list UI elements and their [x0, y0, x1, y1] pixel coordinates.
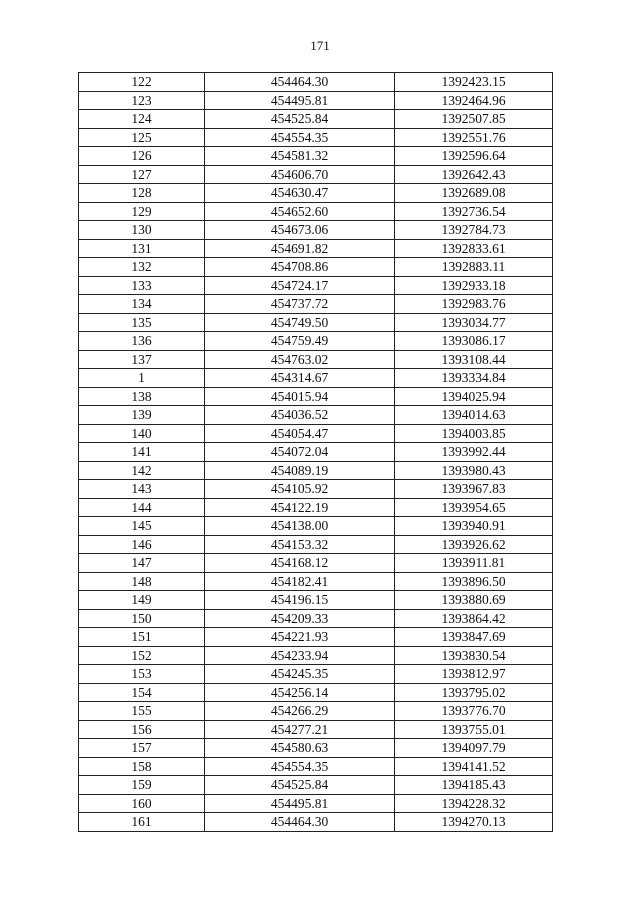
- y-coordinate-cell: 1393847.69: [395, 628, 553, 647]
- table-row: [79, 276, 553, 295]
- table-row: [79, 387, 553, 406]
- y-coordinate-cell: 1393108.44: [395, 350, 553, 369]
- x-coordinate-cell: 454015.94: [205, 387, 395, 406]
- table-row: [79, 628, 553, 647]
- point-number-cell: 148: [79, 572, 205, 591]
- table-row: [79, 110, 553, 129]
- table-row: [79, 73, 553, 92]
- x-coordinate-cell: 454495.81: [205, 91, 395, 110]
- table-row: [79, 184, 553, 203]
- point-number-cell: 134: [79, 295, 205, 314]
- x-coordinate-cell: 454630.47: [205, 184, 395, 203]
- y-coordinate-cell: 1393034.77: [395, 313, 553, 332]
- y-coordinate-cell: 1392464.96: [395, 91, 553, 110]
- table-row: [79, 572, 553, 591]
- coordinates-table-body: [79, 73, 553, 832]
- y-coordinate-cell: 1394228.32: [395, 794, 553, 813]
- point-number-cell: 145: [79, 517, 205, 536]
- point-number-cell: 140: [79, 424, 205, 443]
- x-coordinate-cell: 454256.14: [205, 683, 395, 702]
- y-coordinate-cell: 1392642.43: [395, 165, 553, 184]
- point-number-cell: 146: [79, 535, 205, 554]
- point-number-cell: 123: [79, 91, 205, 110]
- table-row: [79, 776, 553, 795]
- x-coordinate-cell: 454054.47: [205, 424, 395, 443]
- x-coordinate-cell: 454266.29: [205, 702, 395, 721]
- y-coordinate-cell: 1394025.94: [395, 387, 553, 406]
- y-coordinate-cell: 1394185.43: [395, 776, 553, 795]
- y-coordinate-cell: 1392596.64: [395, 147, 553, 166]
- table-row: [79, 535, 553, 554]
- y-coordinate-cell: 1393776.70: [395, 702, 553, 721]
- x-coordinate-cell: 454673.06: [205, 221, 395, 240]
- y-coordinate-cell: 1392507.85: [395, 110, 553, 129]
- point-number-cell: 150: [79, 609, 205, 628]
- y-coordinate-cell: 1393812.97: [395, 665, 553, 684]
- y-coordinate-cell: 1393755.01: [395, 720, 553, 739]
- x-coordinate-cell: 454072.04: [205, 443, 395, 462]
- point-number-cell: 154: [79, 683, 205, 702]
- y-coordinate-cell: 1392983.76: [395, 295, 553, 314]
- table-row: [79, 794, 553, 813]
- coordinates-table: [78, 72, 553, 832]
- x-coordinate-cell: 454182.41: [205, 572, 395, 591]
- x-coordinate-cell: 454036.52: [205, 406, 395, 425]
- x-coordinate-cell: 454652.60: [205, 202, 395, 221]
- point-number-cell: 130: [79, 221, 205, 240]
- point-number-cell: 151: [79, 628, 205, 647]
- table-row: [79, 221, 553, 240]
- y-coordinate-cell: 1394014.63: [395, 406, 553, 425]
- table-row: [79, 702, 553, 721]
- y-coordinate-cell: 1392551.76: [395, 128, 553, 147]
- x-coordinate-cell: 454314.67: [205, 369, 395, 388]
- point-number-cell: 136: [79, 332, 205, 351]
- table-row: [79, 91, 553, 110]
- table-row: [79, 350, 553, 369]
- table-row: [79, 443, 553, 462]
- point-number-cell: 126: [79, 147, 205, 166]
- x-coordinate-cell: 454464.30: [205, 73, 395, 92]
- y-coordinate-cell: 1393880.69: [395, 591, 553, 610]
- table-row: [79, 461, 553, 480]
- point-number-cell: 124: [79, 110, 205, 129]
- y-coordinate-cell: 1393911.81: [395, 554, 553, 573]
- point-number-cell: 141: [79, 443, 205, 462]
- y-coordinate-cell: 1393940.91: [395, 517, 553, 536]
- y-coordinate-cell: 1392736.54: [395, 202, 553, 221]
- table-row: [79, 147, 553, 166]
- y-coordinate-cell: 1393864.42: [395, 609, 553, 628]
- point-number-cell: 133: [79, 276, 205, 295]
- table-row: [79, 239, 553, 258]
- point-number-cell: 153: [79, 665, 205, 684]
- y-coordinate-cell: 1393896.50: [395, 572, 553, 591]
- point-number-cell: 143: [79, 480, 205, 499]
- x-coordinate-cell: 454525.84: [205, 776, 395, 795]
- y-coordinate-cell: 1393830.54: [395, 646, 553, 665]
- x-coordinate-cell: 454122.19: [205, 498, 395, 517]
- y-coordinate-cell: 1394141.52: [395, 757, 553, 776]
- table-row: [79, 739, 553, 758]
- point-number-cell: 152: [79, 646, 205, 665]
- point-number-cell: 156: [79, 720, 205, 739]
- x-coordinate-cell: 454580.63: [205, 739, 395, 758]
- x-coordinate-cell: 454691.82: [205, 239, 395, 258]
- point-number-cell: 1: [79, 369, 205, 388]
- point-number-cell: 155: [79, 702, 205, 721]
- point-number-cell: 142: [79, 461, 205, 480]
- y-coordinate-cell: 1393334.84: [395, 369, 553, 388]
- table-row: [79, 609, 553, 628]
- x-coordinate-cell: 454724.17: [205, 276, 395, 295]
- table-row: [79, 480, 553, 499]
- y-coordinate-cell: 1393967.83: [395, 480, 553, 499]
- point-number-cell: 125: [79, 128, 205, 147]
- x-coordinate-cell: 454168.12: [205, 554, 395, 573]
- x-coordinate-cell: 454759.49: [205, 332, 395, 351]
- y-coordinate-cell: 1394097.79: [395, 739, 553, 758]
- x-coordinate-cell: 454749.50: [205, 313, 395, 332]
- table-row: [79, 295, 553, 314]
- point-number-cell: 149: [79, 591, 205, 610]
- x-coordinate-cell: 454606.70: [205, 165, 395, 184]
- y-coordinate-cell: 1392933.18: [395, 276, 553, 295]
- y-coordinate-cell: 1392833.61: [395, 239, 553, 258]
- point-number-cell: 137: [79, 350, 205, 369]
- y-coordinate-cell: 1393980.43: [395, 461, 553, 480]
- point-number-cell: 127: [79, 165, 205, 184]
- table-row: [79, 406, 553, 425]
- x-coordinate-cell: 454089.19: [205, 461, 395, 480]
- x-coordinate-cell: 454464.30: [205, 813, 395, 832]
- table-row: [79, 554, 553, 573]
- table-row: [79, 591, 553, 610]
- point-number-cell: 147: [79, 554, 205, 573]
- table-row: [79, 646, 553, 665]
- y-coordinate-cell: 1393795.02: [395, 683, 553, 702]
- x-coordinate-cell: 454138.00: [205, 517, 395, 536]
- x-coordinate-cell: 454581.32: [205, 147, 395, 166]
- y-coordinate-cell: 1392883.11: [395, 258, 553, 277]
- point-number-cell: 160: [79, 794, 205, 813]
- table-row: [79, 202, 553, 221]
- table-row: [79, 165, 553, 184]
- point-number-cell: 122: [79, 73, 205, 92]
- table-row: [79, 424, 553, 443]
- y-coordinate-cell: 1392423.15: [395, 73, 553, 92]
- y-coordinate-cell: 1392689.08: [395, 184, 553, 203]
- x-coordinate-cell: 454105.92: [205, 480, 395, 499]
- table-row: [79, 258, 553, 277]
- table-row: [79, 498, 553, 517]
- table-row: [79, 757, 553, 776]
- page-number: 171: [310, 38, 330, 53]
- x-coordinate-cell: 454495.81: [205, 794, 395, 813]
- table-row: [79, 665, 553, 684]
- x-coordinate-cell: 454277.21: [205, 720, 395, 739]
- x-coordinate-cell: 454209.33: [205, 609, 395, 628]
- point-number-cell: 129: [79, 202, 205, 221]
- x-coordinate-cell: 454245.35: [205, 665, 395, 684]
- point-number-cell: 157: [79, 739, 205, 758]
- y-coordinate-cell: 1392784.73: [395, 221, 553, 240]
- point-number-cell: 138: [79, 387, 205, 406]
- point-number-cell: 132: [79, 258, 205, 277]
- point-number-cell: 161: [79, 813, 205, 832]
- table-row: [79, 369, 553, 388]
- y-coordinate-cell: 1393926.62: [395, 535, 553, 554]
- table-row: [79, 720, 553, 739]
- table-row: [79, 332, 553, 351]
- point-number-cell: 158: [79, 757, 205, 776]
- x-coordinate-cell: 454737.72: [205, 295, 395, 314]
- x-coordinate-cell: 454763.02: [205, 350, 395, 369]
- x-coordinate-cell: 454153.32: [205, 535, 395, 554]
- point-number-cell: 135: [79, 313, 205, 332]
- point-number-cell: 159: [79, 776, 205, 795]
- x-coordinate-cell: 454221.93: [205, 628, 395, 647]
- table-row: [79, 683, 553, 702]
- x-coordinate-cell: 454554.35: [205, 757, 395, 776]
- table-row: [79, 313, 553, 332]
- x-coordinate-cell: 454525.84: [205, 110, 395, 129]
- x-coordinate-cell: 454233.94: [205, 646, 395, 665]
- x-coordinate-cell: 454554.35: [205, 128, 395, 147]
- point-number-cell: 144: [79, 498, 205, 517]
- y-coordinate-cell: 1393086.17: [395, 332, 553, 351]
- x-coordinate-cell: 454708.86: [205, 258, 395, 277]
- y-coordinate-cell: 1394003.85: [395, 424, 553, 443]
- y-coordinate-cell: 1394270.13: [395, 813, 553, 832]
- point-number-cell: 128: [79, 184, 205, 203]
- y-coordinate-cell: 1393954.65: [395, 498, 553, 517]
- table-row: [79, 128, 553, 147]
- point-number-cell: 131: [79, 239, 205, 258]
- table-row: [79, 813, 553, 832]
- x-coordinate-cell: 454196.15: [205, 591, 395, 610]
- table-row: [79, 517, 553, 536]
- y-coordinate-cell: 1393992.44: [395, 443, 553, 462]
- point-number-cell: 139: [79, 406, 205, 425]
